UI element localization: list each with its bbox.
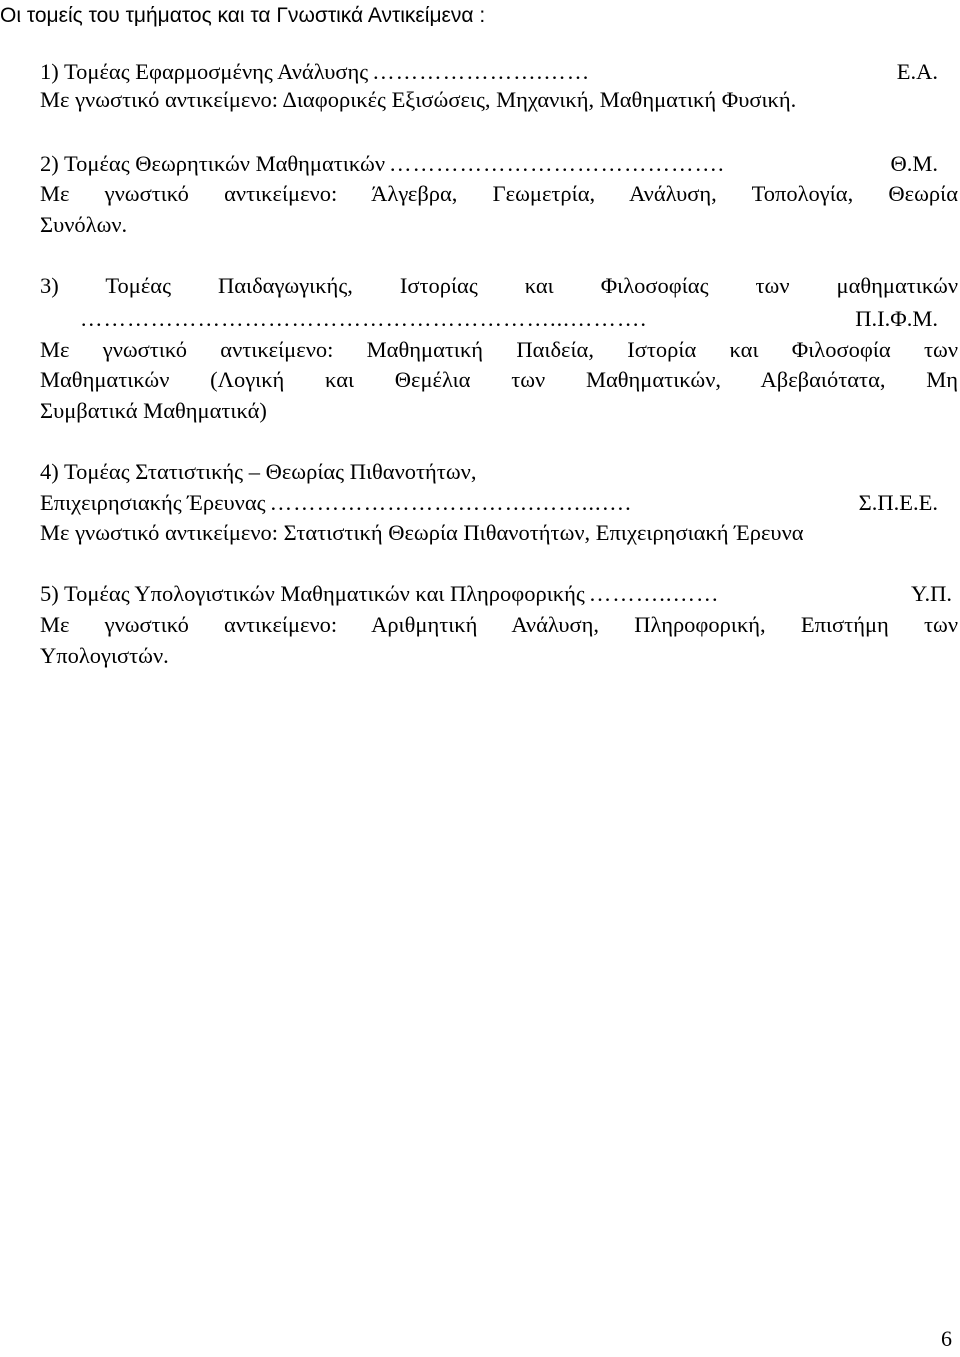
section-3-description-line-1: Με γνωστικό αντικείμενο: Μαθηματική Παιδεία, Ιστορία και Φιλοσοφία των <box>40 337 958 362</box>
section-2-leader: ……………………………………. <box>389 151 725 176</box>
section-5-abbr: Υ.Π. <box>911 581 952 606</box>
section-5-title: 5) Τομέας Υπολογιστικών Μαθηματικών και Πληροφορικής <box>40 581 585 606</box>
section-3-description-line-3: Συμβατικά Μαθηματικά) <box>40 398 267 423</box>
section-5-description-line-1: Με γνωστικό αντικείμενο: Αριθμητική Ανάλυση, Πληροφορική, Επιστήμη των <box>40 612 958 637</box>
page-number: 6 <box>941 1326 952 1351</box>
section-4-abbr: Σ.Π.Ε.Ε. <box>858 490 938 515</box>
section-4-title: 4) Τομέας Στατιστικής – Θεωρίας Πιθανοτήτων, <box>40 459 477 484</box>
section-3-leader: ……………………………………………………...………. <box>80 306 647 331</box>
section-3-abbr: Π.Ι.Φ.Μ. <box>855 306 938 331</box>
section-5-title-line <box>40 580 952 608</box>
document-heading: Οι τομείς του τμήματος και τα Γνωστικά Αντικείμενα : <box>0 4 486 27</box>
section-5-description-line-2: Υπολογιστών. <box>40 643 169 668</box>
section-4-leader: …………………………….……...…. <box>269 490 632 515</box>
section-1-description: Με γνωστικό αντικείμενο: Διαφορικές Εξισώσεις, Μηχανική, Μαθηματική Φυσική. <box>40 87 797 112</box>
section-2-description-line-1: Με γνωστικό αντικείμενο: Άλγεβρα, Γεωμετρία, Ανάλυση, Τοπολογία, Θεωρία <box>40 181 958 206</box>
section-2-title-line <box>40 150 938 178</box>
section-2-title: 2) Τομέας Θεωρητικών Μαθηματικών <box>40 151 385 176</box>
section-2-abbr: Θ.Μ. <box>890 151 938 176</box>
section-3-description-line-2: Μαθηματικών (Λογική και Θεμέλια των Μαθηματικών, Αβεβαιότατα, Μη <box>40 367 958 392</box>
section-1-title-line <box>40 58 938 86</box>
section-1-abbr: Ε.Α. <box>896 59 938 84</box>
section-4-description: Με γνωστικό αντικείμενο: Στατιστική Θεωρία Πιθανοτήτων, Επιχειρησιακή Έρευνα <box>40 520 804 545</box>
section-4-title-continued: Επιχειρησιακής Έρευνας <box>40 490 266 515</box>
section-4-title-line-2 <box>40 489 938 517</box>
section-1-leader: ………………….…… <box>372 59 591 84</box>
section-5-leader: ………..…… <box>588 581 720 606</box>
section-3-title: 3) Τομέας Παιδαγωγικής, Ιστορίας και Φιλοσοφίας των μαθηματικών <box>40 273 958 298</box>
section-1-title: 1) Τομέας Εφαρμοσμένης Ανάλυσης <box>40 59 369 84</box>
section-3-leader-line <box>40 305 938 333</box>
section-2-description-line-2: Συνόλων. <box>40 212 128 237</box>
